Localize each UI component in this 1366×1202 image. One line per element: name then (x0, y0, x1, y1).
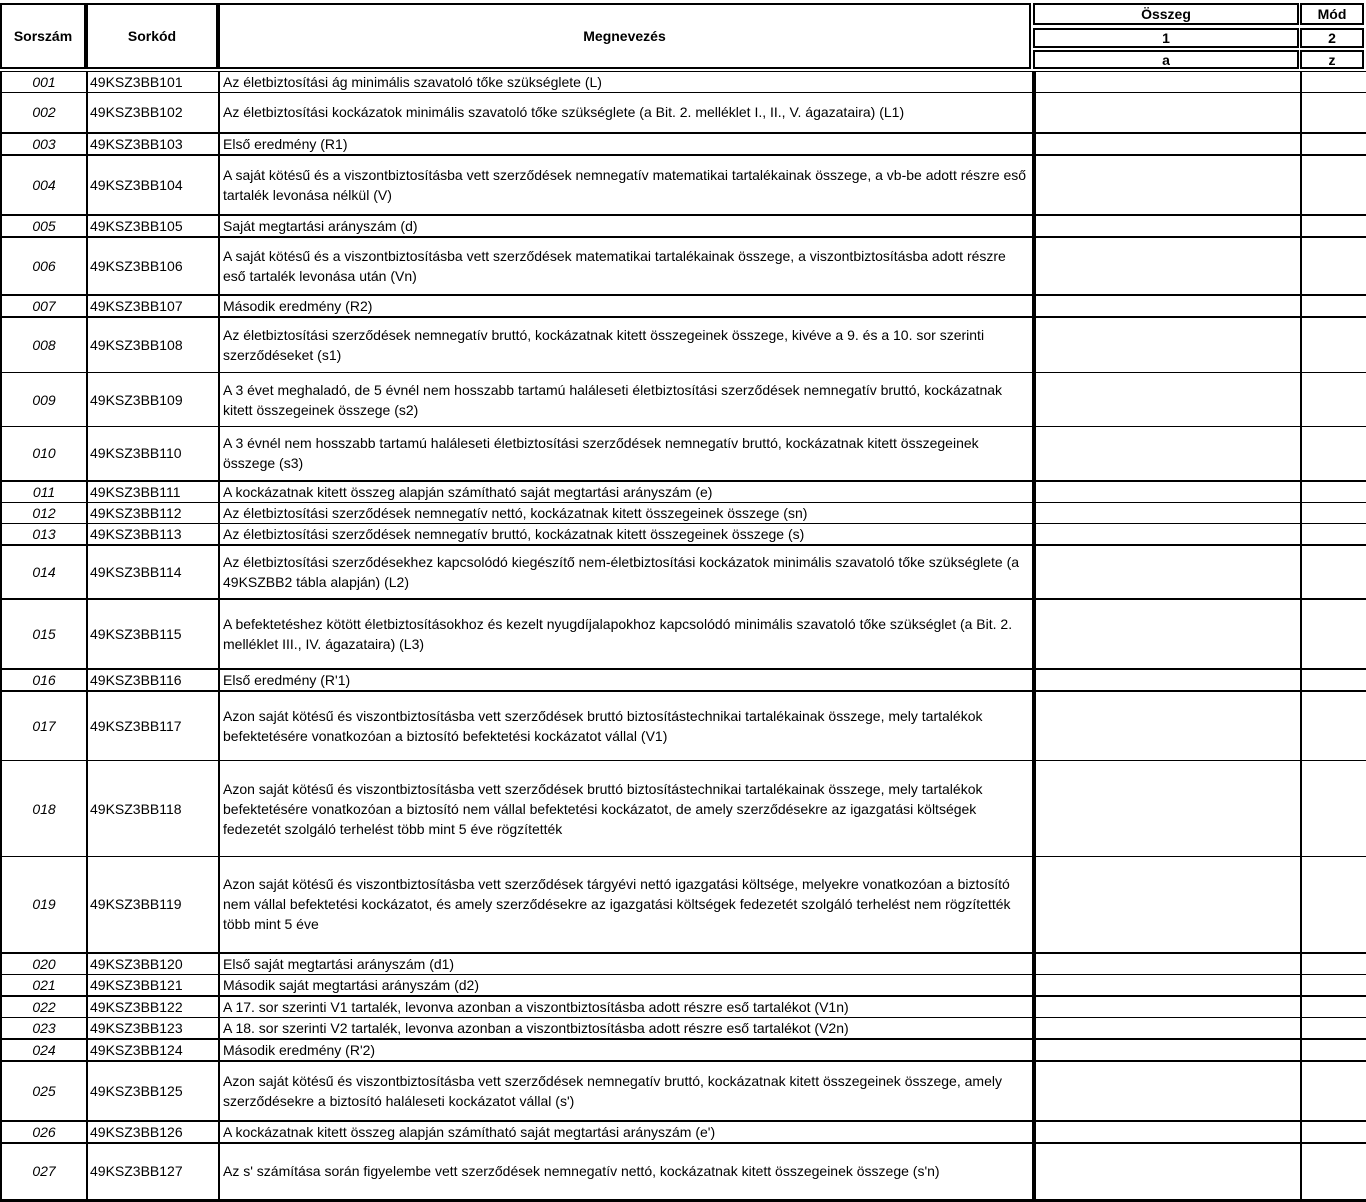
mode-cell[interactable] (1301, 317, 1366, 373)
table-body (1, 72, 1366, 1201)
table-header (0, 0, 1366, 72)
amount-cell[interactable] (1034, 974, 1301, 996)
mode-cell[interactable] (1301, 93, 1366, 133)
mode-cell[interactable] (1301, 215, 1366, 237)
header-osszeg-code: a (1033, 50, 1299, 69)
row-description: Az életbiztosítási ág minimális szavatoló tőke szükséglete (L) (219, 72, 1034, 93)
row-description: Az életbiztosítási szerződések nemnegatív bruttó, kockázatnak kitett összegeinek összege, kivéve a 9. és a 10. sor szerinti szerződéseket (s1) (219, 317, 1034, 373)
row-code: 49KSZ3BB106 (87, 237, 219, 295)
amount-cell[interactable] (1034, 133, 1301, 155)
row-number: 001 (1, 72, 87, 93)
amount-cell[interactable] (1034, 237, 1301, 295)
mode-cell[interactable] (1301, 669, 1366, 691)
row-description: A 3 évet meghaladó, de 5 évnél nem hosszabb tartamú haláleseti életbiztosítási szerződések nemnegatív bruttó, kockázatnak kitett összegeinek összege (s2) (219, 373, 1034, 427)
row-number: 026 (1, 1121, 87, 1143)
row-number: 015 (1, 599, 87, 669)
row-code: 49KSZ3BB113 (87, 523, 219, 545)
amount-cell[interactable] (1034, 1017, 1301, 1039)
row-code: 49KSZ3BB101 (87, 72, 219, 93)
amount-cell[interactable] (1034, 857, 1301, 953)
row-code: 49KSZ3BB103 (87, 133, 219, 155)
table-row (1, 523, 1366, 545)
mode-cell[interactable] (1301, 996, 1366, 1018)
amount-cell[interactable] (1034, 502, 1301, 523)
amount-cell[interactable] (1034, 996, 1301, 1018)
row-description: Azon saját kötésű és viszontbiztosításba vett szerződések tárgyévi nettó igazgatási költsége, melyekre vonatkozóan a biztosító nem vállal befektetési kockázatot, és amely szerződésekre az igazgatási költségek fedezetét szolgáló terhelést nem rögzítették több mint 5 éve (219, 857, 1034, 953)
row-description: Első eredmény (R1) (219, 133, 1034, 155)
table-row (1, 481, 1366, 503)
row-description: A befektetéshez kötött életbiztosításokhoz és kezelt nyugdíjalapokhoz kapcsolódó minimális szavatoló tőke szükséglet (a Bit. 2. melléklet III., IV. ágazataira) (L3) (219, 599, 1034, 669)
row-code: 49KSZ3BB125 (87, 1061, 219, 1121)
table-row (1, 599, 1366, 669)
row-number: 018 (1, 761, 87, 857)
table-row (1, 295, 1366, 317)
table-row (1, 545, 1366, 599)
row-description: Második saját megtartási arányszám (d2) (219, 974, 1034, 996)
table-row (1, 1017, 1366, 1039)
table-row (1, 72, 1366, 93)
row-code: 49KSZ3BB104 (87, 155, 219, 215)
row-description: Második eredmény (R2) (219, 295, 1034, 317)
mode-cell[interactable] (1301, 72, 1366, 93)
row-description: Az életbiztosítási szerződések nemnegatív nettó, kockázatnak kitett összegeinek összege (sn) (219, 502, 1034, 523)
table-row (1, 857, 1366, 953)
row-description: Az életbiztosítási szerződésekhez kapcsolódó kiegészítő nem-életbiztosítási kockázatok minimális szavatoló tőke szükséglete (a 49KSZBB2 tábla alapján) (L2) (219, 545, 1034, 599)
amount-cell[interactable] (1034, 155, 1301, 215)
mode-cell[interactable] (1301, 599, 1366, 669)
data-table (0, 71, 1366, 1202)
row-code: 49KSZ3BB117 (87, 691, 219, 761)
row-code: 49KSZ3BB112 (87, 502, 219, 523)
row-description: Saját megtartási arányszám (d) (219, 215, 1034, 237)
table-row (1, 427, 1366, 481)
mode-cell[interactable] (1301, 1143, 1366, 1201)
mode-cell[interactable] (1301, 691, 1366, 761)
table-row (1, 669, 1366, 691)
amount-cell[interactable] (1034, 691, 1301, 761)
amount-cell[interactable] (1034, 295, 1301, 317)
row-number: 013 (1, 523, 87, 545)
row-description: Az életbiztosítási szerződések nemnegatív bruttó, kockázatnak kitett összegeinek összege (s) (219, 523, 1034, 545)
header-mod-code: z (1300, 50, 1364, 69)
amount-cell[interactable] (1034, 215, 1301, 237)
row-description: Az életbiztosítási kockázatok minimális szavatoló tőke szükséglete (a Bit. 2. melléklet I., II., V. ágazataira) (L1) (219, 93, 1034, 133)
amount-cell[interactable] (1034, 523, 1301, 545)
row-code: 49KSZ3BB109 (87, 373, 219, 427)
amount-cell[interactable] (1034, 953, 1301, 975)
row-description: A kockázatnak kitett összeg alapján számítható saját megtartási arányszám (e') (219, 1121, 1034, 1143)
amount-cell[interactable] (1034, 545, 1301, 599)
row-number: 004 (1, 155, 87, 215)
row-description: Második eredmény (R'2) (219, 1039, 1034, 1061)
row-code: 49KSZ3BB122 (87, 996, 219, 1018)
table-row (1, 1061, 1366, 1121)
row-description: A kockázatnak kitett összeg alapján számítható saját megtartási arányszám (e) (219, 481, 1034, 503)
row-code: 49KSZ3BB108 (87, 317, 219, 373)
row-number: 017 (1, 691, 87, 761)
header-mod-num: 2 (1300, 28, 1364, 48)
row-number: 007 (1, 295, 87, 317)
mode-cell[interactable] (1301, 523, 1366, 545)
header-osszeg-num: 1 (1033, 28, 1299, 48)
row-code: 49KSZ3BB114 (87, 545, 219, 599)
row-number: 005 (1, 215, 87, 237)
row-code: 49KSZ3BB123 (87, 1017, 219, 1039)
amount-cell[interactable] (1034, 427, 1301, 481)
amount-cell[interactable] (1034, 1061, 1301, 1121)
mode-cell[interactable] (1301, 974, 1366, 996)
table-row (1, 237, 1366, 295)
row-number: 003 (1, 133, 87, 155)
header-mod: Mód (1300, 3, 1364, 25)
table-row (1, 1143, 1366, 1201)
row-code: 49KSZ3BB107 (87, 295, 219, 317)
row-description: Első saját megtartási arányszám (d1) (219, 953, 1034, 975)
table-row (1, 155, 1366, 215)
row-number: 023 (1, 1017, 87, 1039)
row-number: 016 (1, 669, 87, 691)
table-row (1, 215, 1366, 237)
row-code: 49KSZ3BB110 (87, 427, 219, 481)
header-osszeg: Összeg (1033, 3, 1299, 25)
row-code: 49KSZ3BB105 (87, 215, 219, 237)
row-number: 006 (1, 237, 87, 295)
row-description: A saját kötésű és a viszontbiztosításba vett szerződések matematikai tartalékainak összege, a viszontbiztosításba adott részre eső tartalék levonása után (Vn) (219, 237, 1034, 295)
row-number: 021 (1, 974, 87, 996)
row-number: 002 (1, 93, 87, 133)
row-number: 020 (1, 953, 87, 975)
mode-cell[interactable] (1301, 373, 1366, 427)
mode-cell[interactable] (1301, 545, 1366, 599)
mode-cell[interactable] (1301, 857, 1366, 953)
table-row (1, 317, 1366, 373)
row-number: 025 (1, 1061, 87, 1121)
row-number: 012 (1, 502, 87, 523)
mode-cell[interactable] (1301, 761, 1366, 857)
amount-cell[interactable] (1034, 669, 1301, 691)
row-code: 49KSZ3BB126 (87, 1121, 219, 1143)
row-code: 49KSZ3BB127 (87, 1143, 219, 1201)
table-row (1, 133, 1366, 155)
amount-cell[interactable] (1034, 1039, 1301, 1061)
table-row (1, 1039, 1366, 1061)
table-row (1, 974, 1366, 996)
table-row (1, 93, 1366, 133)
header-sorszam: Sorszám (0, 3, 86, 69)
row-description: Azon saját kötésű és viszontbiztosításba vett szerződések bruttó biztosítástechnikai tartalékainak összege, mely tartalékok befektetésére vonatkozóan a biztosító nem vállal befektetési kockázatot, de amely szerződésekre az igazgatási költségek fedezetét szolgáló terhelést több mint 5 éve rögzítették (219, 761, 1034, 857)
mode-cell[interactable] (1301, 237, 1366, 295)
row-number: 009 (1, 373, 87, 427)
row-description: Azon saját kötésű és viszontbiztosításba vett szerződések bruttó biztosítástechnikai tartalékainak összege, mely tartalékok befektetésére vonatkozóan a biztosító befektetési kockázatot vállal (V1) (219, 691, 1034, 761)
amount-cell[interactable] (1034, 1143, 1301, 1201)
row-description: Az s' számítása során figyelembe vett szerződések nemnegatív nettó, kockázatnak kitett összegeinek összege (s'n) (219, 1143, 1034, 1201)
row-number: 008 (1, 317, 87, 373)
amount-cell[interactable] (1034, 93, 1301, 133)
row-description: Azon saját kötésű és viszontbiztosításba vett szerződések nemnegatív bruttó, kockázatnak kitett összegeinek összege, amely szerződésekre a biztosító haláleseti kockázatot vállal (s') (219, 1061, 1034, 1121)
row-description: Első eredmény (R'1) (219, 669, 1034, 691)
row-code: 49KSZ3BB120 (87, 953, 219, 975)
header-sorkod: Sorkód (86, 3, 218, 69)
amount-cell[interactable] (1034, 373, 1301, 427)
mode-cell[interactable] (1301, 502, 1366, 523)
row-number: 019 (1, 857, 87, 953)
amount-cell[interactable] (1034, 599, 1301, 669)
mode-cell[interactable] (1301, 295, 1366, 317)
row-number: 027 (1, 1143, 87, 1201)
mode-cell[interactable] (1301, 481, 1366, 503)
row-code: 49KSZ3BB115 (87, 599, 219, 669)
mode-cell[interactable] (1301, 155, 1366, 215)
mode-cell[interactable] (1301, 1017, 1366, 1039)
row-number: 014 (1, 545, 87, 599)
row-description: A saját kötésű és a viszontbiztosításba vett szerződések nemnegatív matematikai tartalékainak összege, a vb-be adott részre eső tartalék levonása nélkül (V) (219, 155, 1034, 215)
row-description: A 17. sor szerinti V1 tartalék, levonva azonban a viszontbiztosításba adott részre eső tartalékot (V1n) (219, 996, 1034, 1018)
table-row (1, 761, 1366, 857)
table-row (1, 953, 1366, 975)
amount-cell[interactable] (1034, 481, 1301, 503)
table-row (1, 691, 1366, 761)
mode-cell[interactable] (1301, 427, 1366, 481)
mode-cell[interactable] (1301, 953, 1366, 975)
mode-cell[interactable] (1301, 1121, 1366, 1143)
amount-cell[interactable] (1034, 761, 1301, 857)
amount-cell[interactable] (1034, 1121, 1301, 1143)
row-number: 022 (1, 996, 87, 1018)
amount-cell[interactable] (1034, 72, 1301, 93)
table-row (1, 996, 1366, 1018)
mode-cell[interactable] (1301, 133, 1366, 155)
table-row (1, 1121, 1366, 1143)
row-description: A 18. sor szerinti V2 tartalék, levonva azonban a viszontbiztosításba adott részre eső tartalékot (V2n) (219, 1017, 1034, 1039)
row-code: 49KSZ3BB121 (87, 974, 219, 996)
mode-cell[interactable] (1301, 1061, 1366, 1121)
row-code: 49KSZ3BB118 (87, 761, 219, 857)
row-number: 010 (1, 427, 87, 481)
table-row (1, 373, 1366, 427)
row-code: 49KSZ3BB111 (87, 481, 219, 503)
table-row (1, 502, 1366, 523)
amount-cell[interactable] (1034, 317, 1301, 373)
row-code: 49KSZ3BB116 (87, 669, 219, 691)
row-code: 49KSZ3BB124 (87, 1039, 219, 1061)
row-description: A 3 évnél nem hosszabb tartamú haláleseti életbiztosítási szerződések nemnegatív bruttó, kockázatnak kitett összegeinek összege (s3) (219, 427, 1034, 481)
row-number: 024 (1, 1039, 87, 1061)
row-number: 011 (1, 481, 87, 503)
mode-cell[interactable] (1301, 1039, 1366, 1061)
row-code: 49KSZ3BB119 (87, 857, 219, 953)
row-code: 49KSZ3BB102 (87, 93, 219, 133)
header-megnevezes: Megnevezés (218, 3, 1031, 69)
